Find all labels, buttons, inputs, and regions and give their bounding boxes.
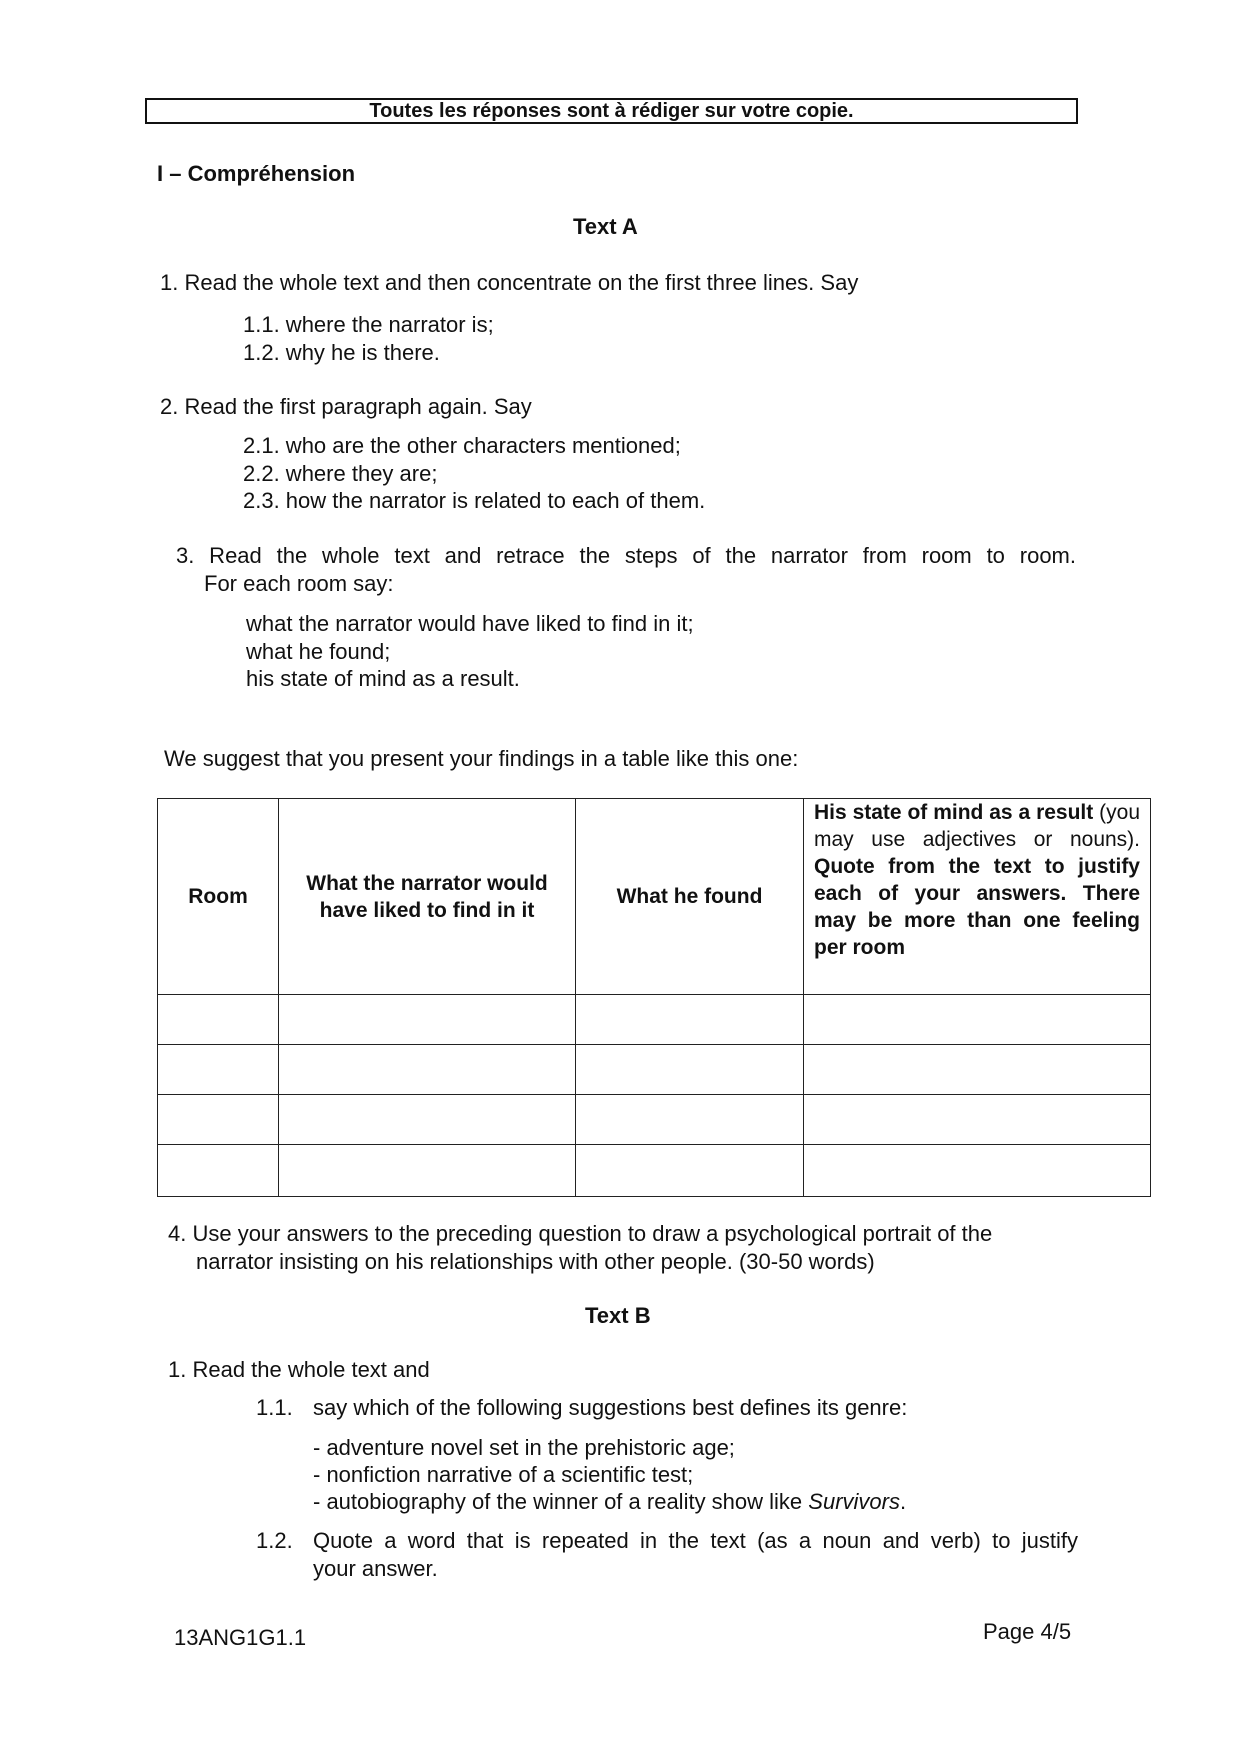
text-b-question-1-1: say which of the following suggestions best defines its genre: (313, 1395, 908, 1420)
genre-option-2: - nonfiction narrative of a scientific test; (313, 1462, 694, 1487)
table-row (158, 1145, 1151, 1197)
table-cell (279, 995, 576, 1045)
header-state-of-mind-a: His state of mind as a result (814, 801, 1094, 824)
table-cell (576, 1095, 804, 1145)
table-cell (804, 1045, 1151, 1095)
header-state-of-mind-b: (you may use adjectives or nouns). (814, 801, 1141, 851)
table-cell (279, 1145, 576, 1197)
section-title: I – Compréhension (157, 161, 356, 186)
question-1-1: 1.1. where the narrator is; (243, 312, 494, 337)
question-3-stem-line2: For each room say: (204, 571, 394, 596)
table-intro: We suggest that you present your findings in a table like this one: (164, 746, 799, 771)
table-cell (804, 1145, 1151, 1197)
instruction-banner: Toutes les réponses sont à rédiger sur votre copie. (145, 98, 1078, 124)
table-cell (576, 1045, 804, 1095)
table-cell (158, 995, 279, 1045)
table-cell (158, 1045, 279, 1095)
text-b-question-1-2-number: 1.2. (256, 1528, 293, 1553)
footer-code: 13ANG1G1.1 (174, 1625, 307, 1650)
text-b-question-1-2-line2: your answer. (313, 1556, 438, 1581)
question-2-stem: 2. Read the first paragraph again. Say (160, 394, 532, 419)
question-3-stem-line1: 3. Read the whole text and retrace the steps of the narrator from room to room. (176, 543, 1076, 568)
genre-option-3-text: - autobiography of the winner of a reality show like (313, 1489, 809, 1514)
table-row (158, 1045, 1151, 1095)
header-room: Room (158, 799, 279, 995)
question-3-item-3: his state of mind as a result. (246, 666, 520, 691)
table-cell (804, 995, 1151, 1045)
table-cell (576, 995, 804, 1045)
genre-option-3 (313, 1488, 906, 1516)
question-2-2: 2.2. where they are; (243, 461, 438, 486)
table-cell (279, 1045, 576, 1095)
header-what-he-found: What he found (576, 799, 804, 995)
table-row (158, 1095, 1151, 1145)
question-1-stem: 1. Read the whole text and then concentrate on the first three lines. Say (160, 270, 859, 295)
table-cell (279, 1095, 576, 1145)
table-cell (158, 1095, 279, 1145)
question-4-line2: narrator insisting on his relationships with other people. (30-50 words) (196, 1249, 875, 1274)
header-state-of-mind (804, 799, 1151, 995)
text-b-question-1-2-line1: Quote a word that is repeated in the text (as a noun and verb) to justify (313, 1528, 1078, 1553)
question-2-1: 2.1. who are the other characters mentioned; (243, 433, 681, 458)
header-would-have-liked: What the narrator would have liked to find in it (279, 799, 576, 995)
genre-option-1: - adventure novel set in the prehistoric age; (313, 1435, 735, 1460)
question-3-item-2: what he found; (246, 639, 391, 664)
question-4-line1: 4. Use your answers to the preceding question to draw a psychological portrait of the (168, 1221, 993, 1246)
findings-table (157, 798, 1151, 1197)
header-state-of-mind-c: Quote from the text to justify each of your answers. There may be more than one feeling per room (814, 855, 1140, 959)
text-a-heading: Text A (573, 214, 638, 239)
text-b-question-1-1-number: 1.1. (256, 1395, 293, 1420)
table-cell (804, 1095, 1151, 1145)
question-3-item-1: what the narrator would have liked to find in it; (246, 611, 694, 636)
text-b-heading: Text B (585, 1303, 651, 1328)
footer-page-number: Page 4/5 (983, 1619, 1072, 1644)
text-b-question-1-stem: 1. Read the whole text and (168, 1357, 430, 1382)
genre-option-3-end: . (899, 1489, 907, 1514)
table-row (158, 995, 1151, 1045)
table-cell (158, 1145, 279, 1197)
question-2-3: 2.3. how the narrator is related to each of them. (243, 488, 706, 513)
table-header-row (158, 799, 1151, 995)
question-1-2: 1.2. why he is there. (243, 340, 440, 365)
table-cell (576, 1145, 804, 1197)
genre-option-3-italic: Survivors (808, 1489, 900, 1514)
